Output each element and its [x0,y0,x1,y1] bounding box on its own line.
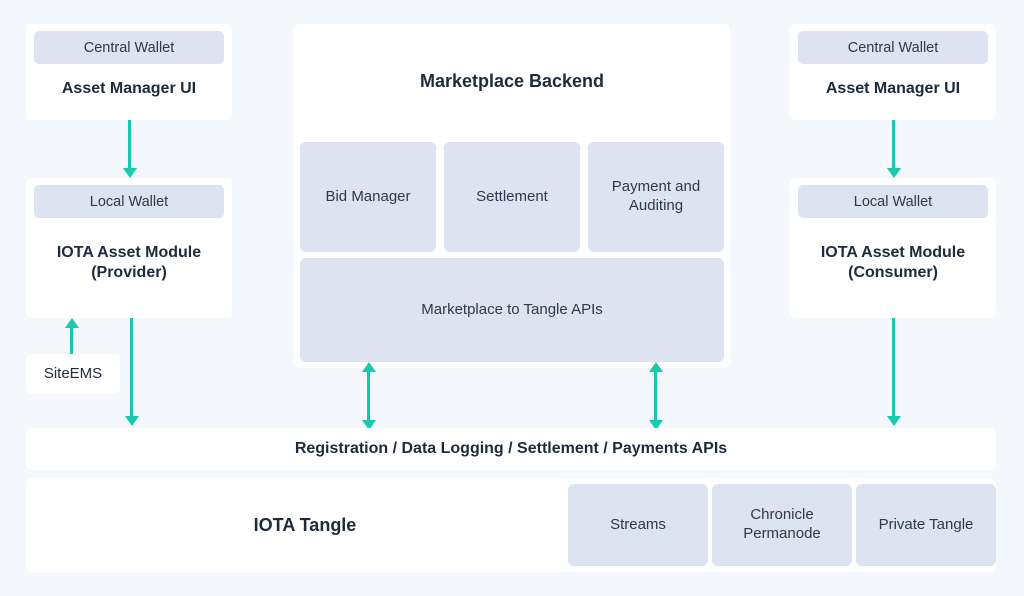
tangle-module-private-tangle: Private Tangle [856,484,996,566]
consumer-asset-manager-title: Asset Manager UI [825,80,961,97]
arrow-provider-top-to-module [122,120,138,180]
arrow-consumer-top-to-module [886,120,902,180]
backend-module-settlement: Settlement [444,142,580,252]
marketplace-backend-title: Marketplace Backend [419,70,605,91]
consumer-local-wallet-chip [798,185,988,218]
arrow-backend-to-apis-left [361,362,377,430]
arrow-provider-module-to-apis [124,318,140,428]
consumer-local-wallet-label: Local Wallet [853,193,933,210]
marketplace-to-tangle-apis-panel: Marketplace to Tangle APIs [300,258,724,362]
provider-central-wallet-label: Central Wallet [83,39,175,56]
api-bar-label: Registration / Data Logging / Settlement / Payments APIs [294,440,728,457]
arrow-backend-to-apis-right [648,362,664,430]
tangle-module-streams: Streams [568,484,708,566]
consumer-central-wallet-label: Central Wallet [847,39,939,56]
provider-asset-manager-title: Asset Manager UI [61,80,197,97]
provider-local-wallet-label: Local Wallet [89,193,169,210]
provider-asset-module-title: IOTA Asset Module (Provider) [56,244,202,281]
backend-module-payment-and-auditing: Payment and Auditing [588,142,724,252]
iota-tangle-title: IOTA Tangle [253,514,357,535]
backend-module-bid-manager: Bid Manager [300,142,436,252]
arrow-consumer-module-to-apis [886,318,902,428]
siteems-label: SiteEMS [43,364,103,382]
consumer-asset-module-title: IOTA Asset Module (Consumer) [820,244,966,281]
provider-central-wallet-chip [34,31,224,64]
provider-local-wallet-chip [34,185,224,218]
consumer-central-wallet-chip [798,31,988,64]
tangle-module-chronicle-permanode: Chronicle Permanode [712,484,852,566]
